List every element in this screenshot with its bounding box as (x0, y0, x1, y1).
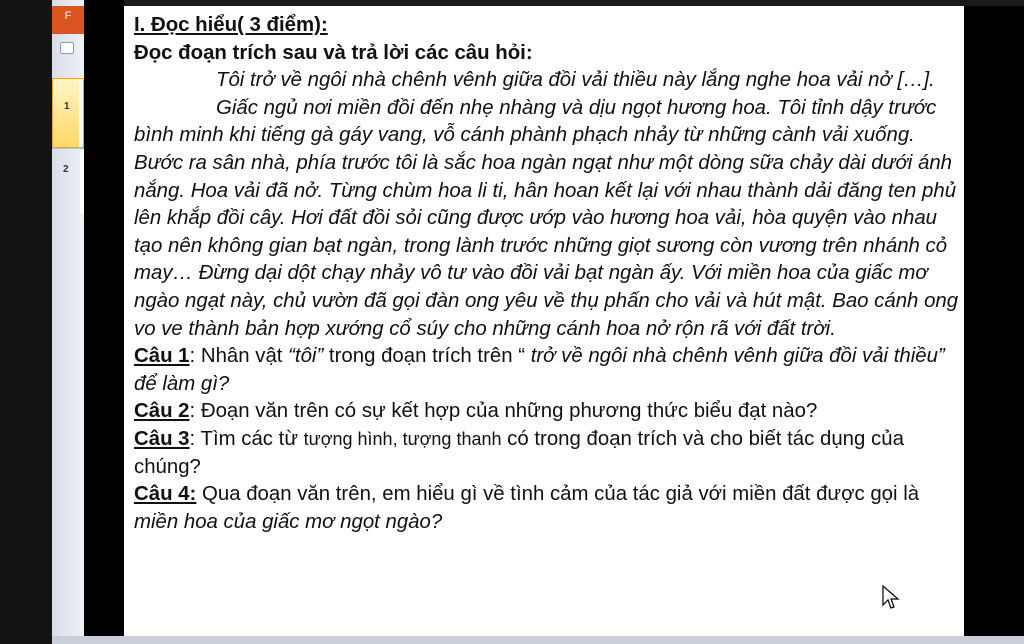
passage-paragraph-1: Tôi trở về ngôi nhà chênh vênh giữa đồi vải thiều này lắng nghe hoa vải nở […]. (216, 69, 935, 92)
slide-thumbnail-2[interactable] (52, 150, 84, 214)
slide-number: 2 (63, 164, 69, 175)
question-3: Câu 3: Tìm các từ tượng hình, tượng thanh có trong đoạn trích và cho biết tác dụng của chúng? (134, 427, 904, 478)
slide-preview (79, 79, 83, 147)
section-heading: I. Đọc hiểu( 3 điểm): (134, 14, 328, 36)
slide-number: 1 (64, 101, 70, 112)
stage-background (84, 0, 124, 644)
question-4: Câu 4: Qua đoạn văn trên, em hiểu gì về tình cảm của tác giả với miền đất được gọi là miền hoa của giấc mơ ngọt ngào? (134, 483, 920, 533)
question-label: Câu 4: (134, 483, 197, 506)
thumbnail-divider (52, 148, 84, 149)
stage-background (964, 6, 1024, 636)
question-2: Câu 2: Đoạn văn trên có sự kết hợp của những phương thức biểu đạt nào? (134, 400, 818, 423)
slide-thumbnail-1[interactable] (52, 78, 84, 148)
question-label: Câu 2 (134, 400, 190, 423)
slide-canvas[interactable] (124, 6, 964, 636)
question-label: Câu 3 (134, 427, 190, 450)
status-bar (52, 636, 1024, 644)
left-black-margin (0, 0, 52, 644)
question-1: Câu 1: Nhân vật “tôi” trong đoạn trích trên “ trở về ngôi nhà chênh vênh giữa đồi vải thiều” để làm gì? (134, 345, 945, 395)
instruction-text: Đọc đoạn trích sau và trả lời các câu hỏi: (134, 41, 533, 64)
passage-paragraph-2: Giấc ngủ nơi miền đồi đến nhẹ nhàng và dịu ngọt hương hoa. Tôi tỉnh dậy trước bình minh khi tiếng gà gáy vang, vỗ cánh phành phạch nhảy từ những cành vải xuống. Bước ra sân nhà, phía trước tôi là sắc hoa ngàn ngạt như một dòng sữa chảy dài dưới ánh nắng. Hoa vải đã nở. Từng chùm hoa li ti, hân hoan kết lại với nhau thành dải đăng ten phủ lên khắp đồi cây. Hơi đất đồi sỏi cũng được ướp vào hương hoa vải, hòa quyện vào nhau tạo nên không gian bạt ngàn, trong lành trước những giọt sương còn vương trên nhánh cỏ may… Đừng dại dột chạy nhảy vô tư vào đồi vải bạt ngàn ấy. Với miền hoa của giấc mơ ngào ngạt này, chủ vườn đã gọi đàn ong yêu về thụ phấn cho vải và hút mật. Bao cánh ong vo ve thành bản hợp xướng cổ súy cho những cánh hoa nở rộn rã với đất trời. (134, 96, 959, 340)
pane-toggle-button[interactable] (60, 42, 74, 54)
app-menu-tab[interactable]: F (52, 6, 84, 34)
text-box[interactable] (134, 12, 960, 536)
question-label: Câu 1 (134, 345, 190, 368)
mouse-cursor-icon (882, 585, 900, 611)
